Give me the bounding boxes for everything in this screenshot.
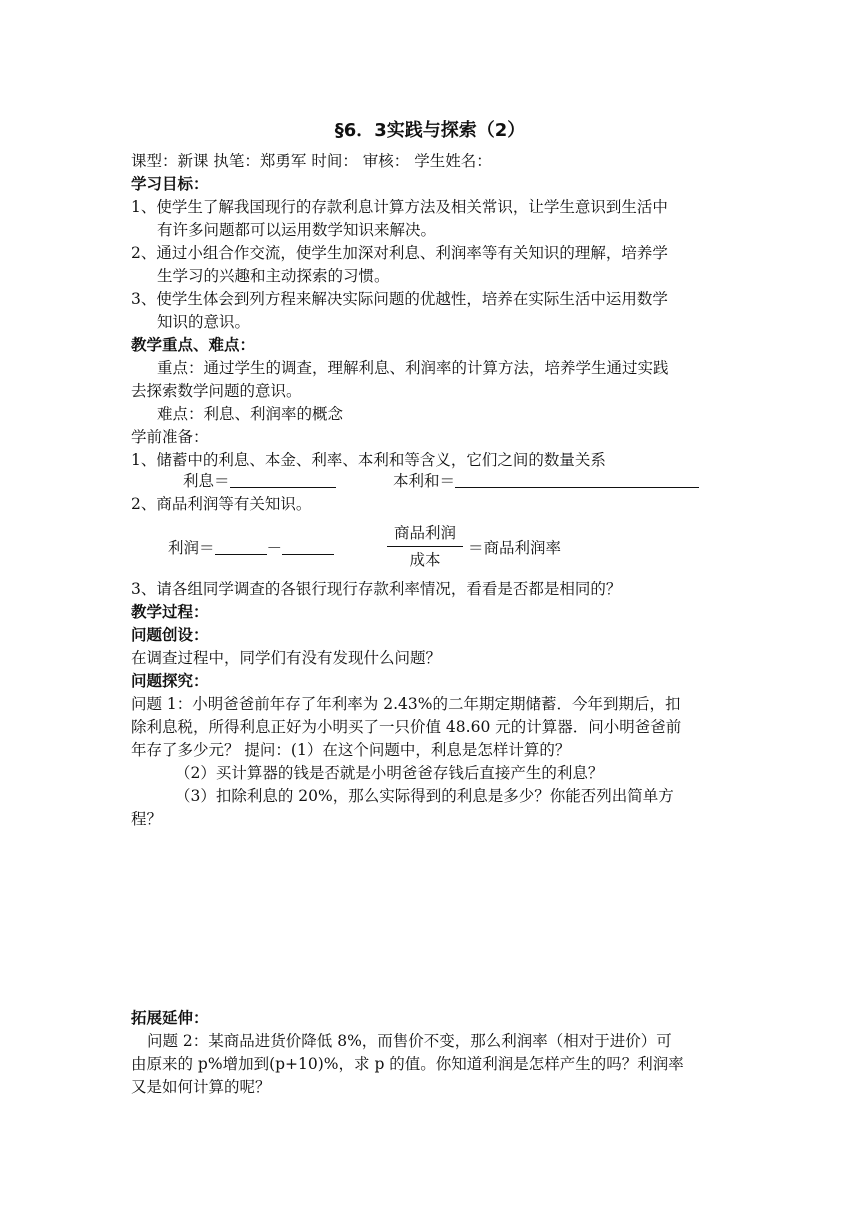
objective-line: 3、使学生体会到列方程来解决实际问题的优越性，培养在实际生活中运用数学 (131, 290, 668, 308)
meta-line: 课型：新课 执笔：郑勇军 时间： 审核： 学生姓名： (131, 152, 492, 170)
extension-line: 问题 2：某商品进货价降低 8%，而售价不变，那么利润率（相对于进价）可 (147, 1032, 672, 1050)
prep-heading: 学前准备： (131, 428, 209, 446)
profit-rate-fraction (387, 522, 463, 571)
total-formula (393, 470, 860, 492)
page-title: §6．3实践与探索（2） (334, 120, 526, 141)
fraction-bar (387, 546, 463, 547)
fraction-rhs: ＝商品利润率 (468, 539, 562, 557)
fraction-numerator: 商品利润 (393, 524, 456, 542)
objective-line: 有许多问题都可以运用数学知识来解决。 (157, 221, 437, 239)
total-blank (455, 471, 699, 488)
explore-heading: 问题探究： (131, 671, 209, 690)
question-line: （2）买计算器的钱是否就是小明爸爸存钱后直接产生的利息？ (175, 764, 604, 782)
prep-line: 2、商品利润等有关知识。 (131, 495, 312, 513)
create-text: 在调查过程中，同学们有没有发现什么问题？ (131, 649, 442, 667)
key-point-line: 难点：利息、利润率的概念 (157, 405, 344, 423)
extension-line: 又是如何计算的呢？ (131, 1078, 271, 1096)
profit-blank (282, 538, 334, 555)
objective-line: 2、通过小组合作交流，使学生加深对利息、利润率等有关知识的理解，培养学 (131, 244, 668, 262)
key-points-heading: 教学重点、难点： (131, 335, 256, 354)
fraction-denominator: 成本 (409, 551, 441, 569)
interest-label: 利息＝ (183, 472, 230, 490)
objective-line: 知识的意识。 (157, 313, 251, 331)
question-line: 程？ (131, 810, 163, 828)
profit-blank (215, 538, 267, 555)
prep-line: 1、储蓄中的利息、本金、利率、本利和等含义，它们之间的数量关系 (131, 451, 606, 469)
extension-heading: 拓展延伸： (131, 1008, 209, 1027)
question-line: 年存了多少元？ 提问：(1）在这个问题中，利息是怎样计算的？ (131, 741, 571, 759)
question-line: 问题 1：小明爸爸前年存了年利率为 2.43%的二年期定期储蓄．今年到期后，扣 (131, 695, 681, 713)
key-point-line: 去探索数学问题的意识。 (131, 382, 302, 400)
prep-line: 3、请各组同学调查的各银行现行存款利率情况，看看是否都是相同的？ (131, 580, 622, 598)
total-label: 本利和＝ (393, 472, 456, 490)
objectives-heading: 学习目标： (131, 174, 209, 193)
objective-line: 1、使学生了解我国现行的存款利息计算方法及相关常识，让学生意识到生活中 (131, 198, 668, 216)
objective-line: 生学习的兴趣和主动探索的习惯。 (157, 267, 390, 285)
profit-label: 利润＝ (168, 539, 215, 557)
create-heading: 问题创设： (131, 625, 209, 644)
question-line: 除利息税，所得利息正好为小明买了一只价值 48.60 元的计算器．问小明爸爸前 (131, 718, 682, 736)
process-heading: 教学过程： (131, 602, 209, 621)
interest-blank (230, 471, 336, 488)
key-point-line: 重点：通过学生的调查，理解利息、利润率的计算方法，培养学生通过实践 (157, 359, 669, 377)
question-line: （3）扣除利息的 20%，那么实际得到的利息是多少？你能否列出简单方 (175, 787, 674, 805)
extension-line: 由原来的 p%增加到(p+10)%，求 p 的值。你知道利润是怎样产生的吗？利润率 (131, 1055, 684, 1073)
minus-sign: － (266, 539, 283, 557)
